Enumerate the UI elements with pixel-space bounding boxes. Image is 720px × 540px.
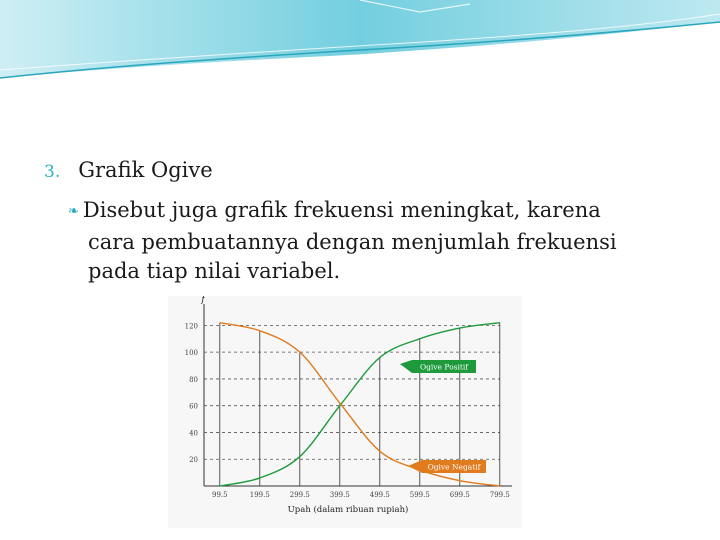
slide-heading [44, 158, 213, 182]
callout-pointer [400, 360, 412, 373]
x-tick-label: 99.5 [212, 491, 228, 499]
y-tick-label: 100 [184, 349, 198, 358]
bullet-line-1: ❧ Disebut juga grafik frekuensi meningkat, karena [68, 198, 601, 222]
y-tick-label: 120 [184, 322, 198, 331]
x-tick-label: 499.5 [369, 491, 390, 499]
x-tick-label: 599.5 [409, 491, 430, 499]
bullet-line-2: cara pembuatannya dengan menjumlah frekuensi [88, 230, 617, 254]
x-axis-label: Upah (dalam ribuan rupiah) [287, 505, 409, 515]
x-tick-label: 399.5 [329, 491, 350, 499]
y-tick-label: 40 [189, 429, 198, 438]
bullet-line-3: pada tiap nilai variabel. [88, 259, 341, 283]
x-tick-label: 699.5 [449, 491, 470, 499]
callout-pointer [408, 460, 422, 473]
y-tick-label: 20 [189, 456, 198, 465]
legend-ogive-positif: Ogive Positif [419, 362, 469, 372]
ogive-chart-svg [168, 296, 522, 528]
ornate-bullet-icon: ❧ [68, 204, 79, 219]
x-tick-label: 299.5 [289, 491, 310, 499]
x-tick-label: 799.5 [489, 491, 510, 499]
bullet-paragraph [68, 196, 668, 286]
y-tick-label: 60 [189, 402, 198, 411]
ogive-chart [168, 296, 522, 528]
y-tick-label: 80 [189, 375, 198, 384]
legend-ogive-negatif: Ogive Negatif [427, 462, 481, 472]
heading-number: 3. [44, 162, 61, 182]
y-axis-label: f [201, 296, 205, 305]
x-tick-label: 199.5 [249, 491, 270, 499]
heading-title: Grafik Ogive [78, 158, 213, 182]
